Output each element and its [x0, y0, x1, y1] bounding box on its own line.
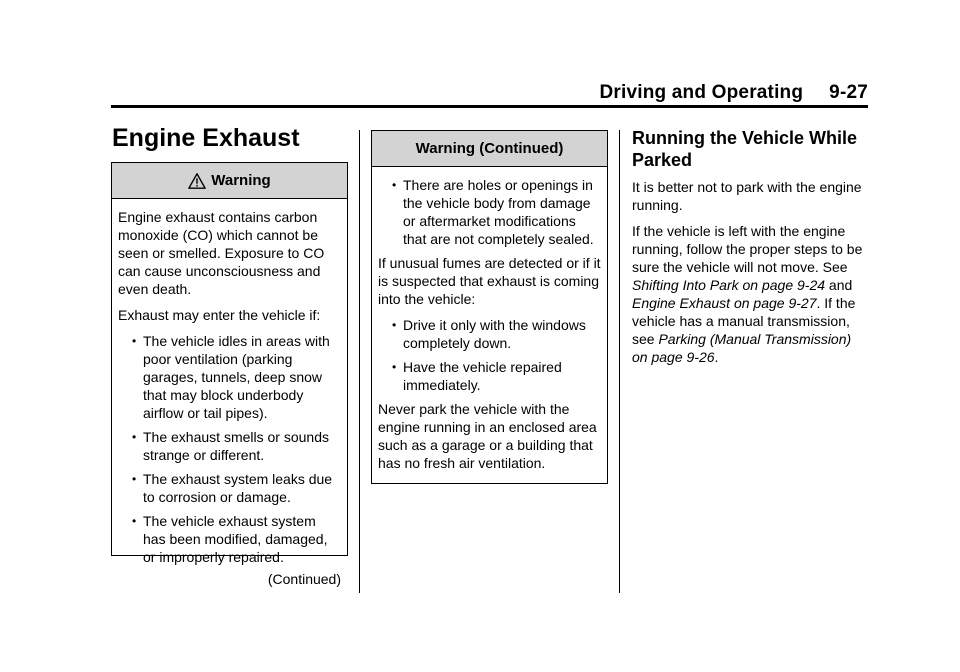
warning-paragraph: Exhaust may enter the vehicle if:: [118, 307, 321, 323]
warning-box-1: [111, 162, 348, 587]
warning-triangle-icon: [188, 172, 206, 190]
body-text: If the vehicle is left with the engine running, follow the proper steps to be sure the vehicle will not move. See: [632, 223, 863, 275]
body-text: and: [825, 277, 853, 293]
warning-title: Warning: [211, 171, 271, 189]
header-section-title: Driving and Operating: [599, 82, 804, 103]
column-divider-2: [619, 130, 620, 593]
warning-bullet-list: [118, 332, 341, 566]
column-divider-1: [359, 130, 360, 593]
page-header: [111, 82, 868, 104]
warning-title-continued: Warning (Continued): [415, 139, 564, 157]
running-parked-body: [632, 178, 864, 374]
list-item: • The exhaust smells or sounds strange or different.: [118, 428, 341, 464]
warning-paragraph: Engine exhaust contains carbon monoxide (CO) which cannot be seen or smelled. Exposure to CO can cause unconsciousness and even death.: [118, 209, 325, 297]
list-item: • Drive it only with the windows completely down.: [378, 316, 601, 352]
cross-reference-link[interactable]: Shifting Into Park on page 9-24: [632, 277, 826, 293]
warning-paragraph: If unusual fumes are detected or if it is suspected that exhaust is coming into the vehicle:: [378, 255, 601, 307]
warning-bullet-list: [378, 316, 601, 394]
warning-body-2: [372, 167, 607, 486]
continued-label: (Continued): [267, 571, 341, 587]
body-text: . If the vehicle has a manual transmission, see: [632, 295, 856, 347]
warning-body-1: [112, 199, 347, 594]
list-item: • There are holes or openings in the vehicle body from damage or aftermarket modifications that are not completely sealed.: [378, 176, 601, 248]
header-rule: [111, 105, 868, 108]
body-paragraph: It is better not to park with the engine running.: [632, 179, 862, 213]
body-text: .: [714, 349, 719, 365]
section-title-engine-exhaust: Engine Exhaust: [112, 124, 300, 152]
warning-title-bar: [112, 163, 347, 199]
cross-reference-link[interactable]: Engine Exhaust on page 9-27: [632, 295, 817, 311]
warning-title-bar: [372, 131, 607, 167]
cross-reference-link[interactable]: Parking (Manual Transmission) on page 9-26: [632, 331, 852, 365]
list-item: • Have the vehicle repaired immediately.: [378, 358, 601, 394]
list-item: • The exhaust system leaks due to corrosion or damage.: [118, 470, 341, 506]
warning-paragraph: Never park the vehicle with the engine running in an enclosed area such as a garage or a building that has no fresh air ventilation.: [378, 401, 597, 471]
body-paragraph: [632, 222, 864, 366]
section-title-running-parked: Running the Vehicle While Parked: [632, 128, 858, 170]
warning-bullet-list: [378, 176, 601, 248]
list-item: • The vehicle exhaust system has been modified, damaged, or improperly repaired.: [118, 512, 341, 566]
warning-box-2: [371, 130, 608, 484]
header-page-number: 9-27: [829, 82, 868, 103]
list-item: • The vehicle idles in areas with poor ventilation (parking garages, tunnels, deep snow that may block underbody airflow or tail pipes).: [118, 332, 341, 422]
